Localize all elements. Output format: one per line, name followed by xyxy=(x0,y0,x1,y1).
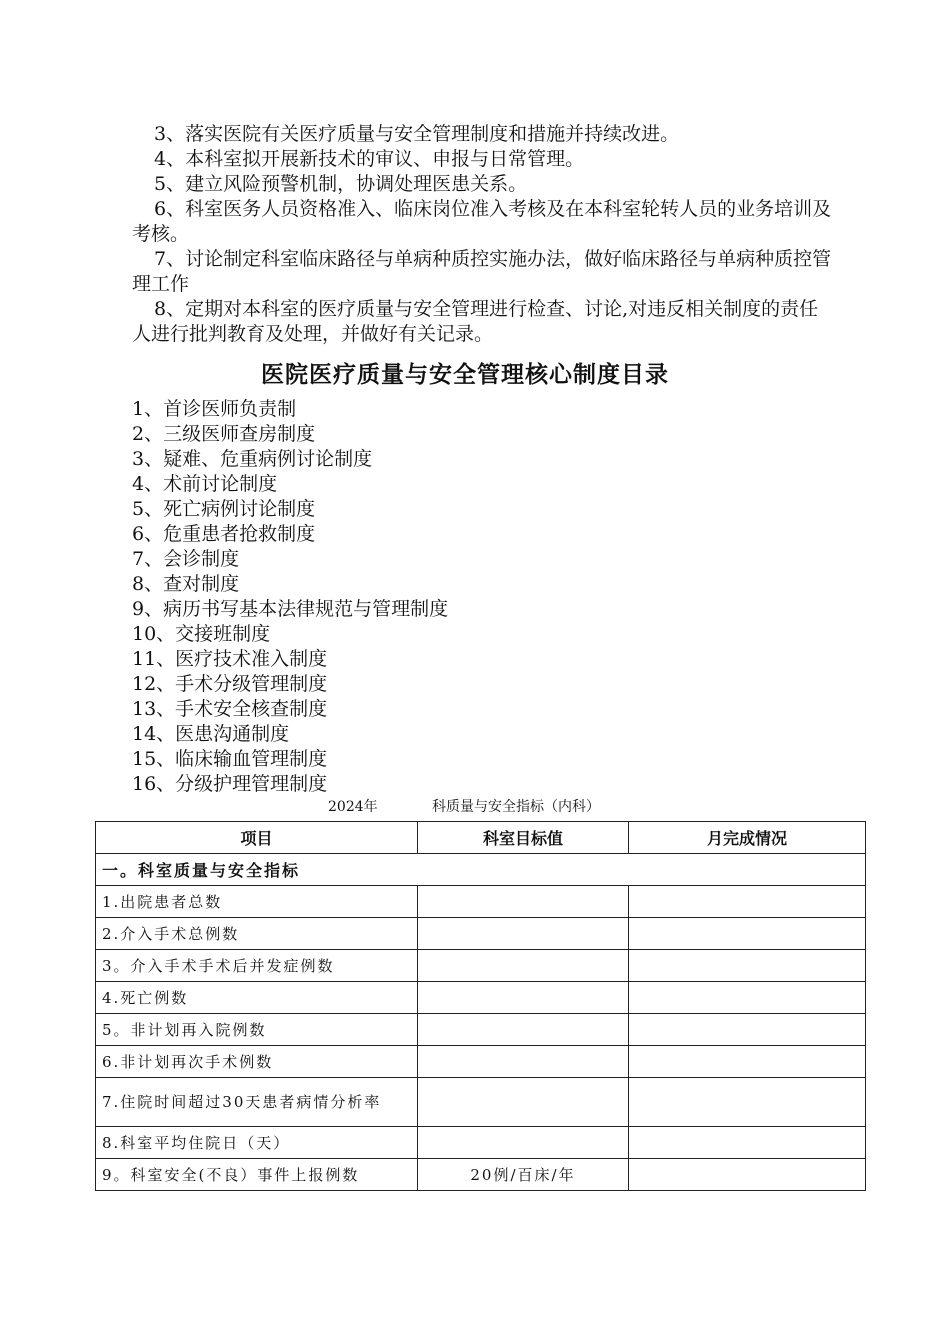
paragraph-8: 8、定期对本科室的医疗质量与安全管理进行检查、讨论,对违反相关制度的责任人进行批判教育及处理，并做好有关记录。 xyxy=(132,298,819,345)
cell-done[interactable] xyxy=(629,918,866,950)
core-system-list xyxy=(132,397,448,797)
list-item: 3、疑难、危重病例讨论制度 xyxy=(132,448,373,470)
table-row xyxy=(96,1046,866,1078)
cell-target[interactable] xyxy=(418,1127,629,1159)
cell-target[interactable]: 20例/百床/年 xyxy=(418,1159,629,1191)
responsibility-paragraphs xyxy=(132,122,832,347)
table-row xyxy=(96,918,866,950)
cell-done[interactable] xyxy=(629,950,866,982)
cell-done[interactable] xyxy=(629,982,866,1014)
cell-target[interactable] xyxy=(418,918,629,950)
list-item: 8、查对制度 xyxy=(132,573,240,595)
section-title: 医院医疗质量与安全管理核心制度目录 xyxy=(261,361,669,388)
table-caption-name: 科质量与安全指标（内科） xyxy=(432,799,600,815)
cell-item: 6.非计划再次手术例数 xyxy=(96,1046,418,1078)
paragraph-6: 6、科室医务人员资格准入、临床岗位准入考核及在本科室轮转人员的业务培训及考核。 xyxy=(132,198,832,245)
table-row xyxy=(96,1127,866,1159)
cell-target[interactable] xyxy=(418,1014,629,1046)
table-header-row xyxy=(96,822,866,854)
list-item: 7、会诊制度 xyxy=(132,548,240,570)
cell-item: 8.科室平均住院日（天） xyxy=(96,1127,418,1159)
section-label: 一。科室质量与安全指标 xyxy=(96,854,866,886)
paragraph-5: 5、建立风险预警机制，协调处理医患关系。 xyxy=(154,173,528,195)
cell-target[interactable] xyxy=(418,1046,629,1078)
list-item: 10、交接班制度 xyxy=(132,623,271,645)
cell-item: 4.死亡例数 xyxy=(96,982,418,1014)
cell-done[interactable] xyxy=(629,1078,866,1127)
table-row xyxy=(96,886,866,918)
section-row xyxy=(96,854,866,886)
list-item: 11、医疗技术准入制度 xyxy=(132,648,328,670)
table-row xyxy=(96,982,866,1014)
cell-target[interactable] xyxy=(418,1078,629,1127)
list-item: 14、医患沟通制度 xyxy=(132,723,290,745)
paragraph-3: 3、落实医院有关医疗质量与安全管理制度和措施并持续改进。 xyxy=(154,123,680,145)
list-item: 5、死亡病例讨论制度 xyxy=(132,498,316,520)
list-item: 2、三级医师查房制度 xyxy=(132,423,316,445)
table-row xyxy=(96,1078,866,1127)
cell-target[interactable] xyxy=(418,950,629,982)
cell-item: 1.出院患者总数 xyxy=(96,886,418,918)
table-caption-year: 2024年 xyxy=(328,799,378,815)
cell-done[interactable] xyxy=(629,1127,866,1159)
cell-done[interactable] xyxy=(629,1014,866,1046)
list-item: 12、手术分级管理制度 xyxy=(132,673,328,695)
cell-item: 5。非计划再入院例数 xyxy=(96,1014,418,1046)
list-item: 13、手术安全核查制度 xyxy=(132,698,328,720)
list-item: 1、首诊医师负责制 xyxy=(132,398,297,420)
list-item: 6、危重患者抢救制度 xyxy=(132,523,316,545)
cell-item: 2.介入手术总例数 xyxy=(96,918,418,950)
cell-item: 7.住院时间超过30天患者病情分析率 xyxy=(96,1078,418,1127)
list-item: 9、病历书写基本法律规范与管理制度 xyxy=(132,598,449,620)
indicator-table xyxy=(95,821,866,1191)
cell-done[interactable] xyxy=(629,886,866,918)
cell-target[interactable] xyxy=(418,886,629,918)
header-done: 月完成情况 xyxy=(629,822,866,854)
cell-target[interactable] xyxy=(418,982,629,1014)
paragraph-7: 7、讨论制定科室临床路径与单病种质控实施办法，做好临床路径与单病种质控管理工作 xyxy=(132,248,832,295)
table-row xyxy=(96,1159,866,1191)
list-item: 4、术前讨论制度 xyxy=(132,473,278,495)
list-item: 16、分级护理管理制度 xyxy=(132,773,328,795)
header-item: 项目 xyxy=(96,822,418,854)
list-item: 15、临床输血管理制度 xyxy=(132,748,328,770)
paragraph-4: 4、本科室拟开展新技术的审议、申报与日常管理。 xyxy=(154,148,585,170)
cell-item: 3。介入手术手术后并发症例数 xyxy=(96,950,418,982)
cell-item: 9。科室安全(不良）事件上报例数 xyxy=(96,1159,418,1191)
cell-done[interactable] xyxy=(629,1159,866,1191)
header-target: 科室目标值 xyxy=(418,822,629,854)
cell-done[interactable] xyxy=(629,1046,866,1078)
table-row xyxy=(96,1014,866,1046)
table-row xyxy=(96,950,866,982)
